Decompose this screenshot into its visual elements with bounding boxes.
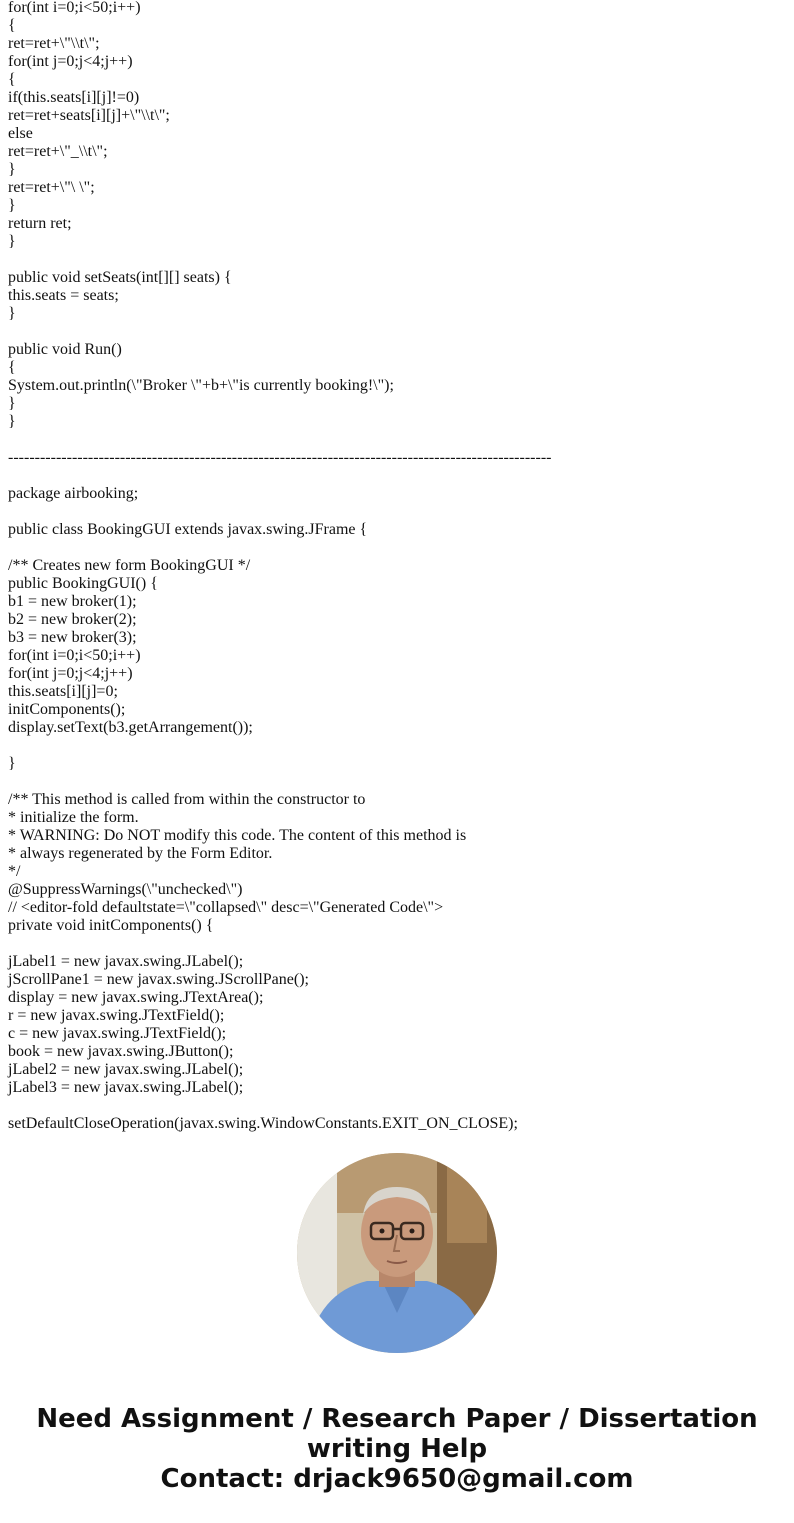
code-line: } [8, 395, 16, 412]
code-line: book = new javax.swing.JButton(); [8, 1043, 234, 1060]
code-line [8, 1097, 788, 1115]
code-line: ret=ret+\"\\t\"; [8, 35, 100, 52]
code-line: * initialize the form. [8, 809, 139, 826]
code-line: */ [8, 863, 21, 880]
code-line: jLabel1 = new javax.swing.JLabel(); [8, 953, 244, 970]
code-line: ret=ret+\"\ \"; [8, 179, 95, 196]
code-line: for(int j=0;j<4;j++) [8, 665, 133, 682]
promo-line-1: Need Assignment / Research Paper / Dissertation [36, 1404, 758, 1434]
code-line: b1 = new broker(1); [8, 593, 137, 610]
code-line: for(int j=0;j<4;j++) [8, 53, 133, 70]
code-line: } [8, 197, 16, 214]
code-line: display.setText(b3.getArrangement()); [8, 719, 253, 736]
code-line: b3 = new broker(3); [8, 629, 137, 646]
code-line: setDefaultCloseOperation(javax.swing.WindowConstants.EXIT_ON_CLOSE); [8, 1115, 518, 1132]
code-line [8, 935, 788, 953]
code-line: { [8, 71, 16, 88]
promo-banner [0, 1404, 794, 1494]
code-line: public BookingGUI() { [8, 575, 158, 592]
code-line: public void setSeats(int[][] seats) { [8, 269, 232, 286]
code-line: if(this.seats[i][j]!=0) [8, 89, 140, 106]
code-line: private void initComponents() { [8, 917, 214, 934]
code-line [8, 323, 788, 341]
code-line: jScrollPane1 = new javax.swing.JScrollPane(); [8, 971, 309, 988]
code-line: * WARNING: Do NOT modify this code. The content of this method is [8, 827, 467, 844]
code-line [8, 503, 788, 521]
code-line: for(int i=0;i<50;i++) [8, 0, 141, 16]
code-line: @SuppressWarnings(\"unchecked\") [8, 881, 243, 898]
code-line: /** This method is called from within the constructor to [8, 791, 366, 808]
code-line [8, 773, 788, 791]
code-listing [8, 0, 788, 1133]
author-photo [297, 1153, 497, 1353]
code-line: public class BookingGUI extends javax.swing.JFrame { [8, 521, 368, 538]
code-line: this.seats = seats; [8, 287, 119, 304]
code-line: ret=ret+\"_\\t\"; [8, 143, 108, 160]
code-line: { [8, 17, 16, 34]
code-line: r = new javax.swing.JTextField(); [8, 1007, 225, 1024]
code-line: for(int i=0;i<50;i++) [8, 647, 141, 664]
code-line: else [8, 125, 33, 142]
code-line: /** Creates new form BookingGUI */ [8, 557, 251, 574]
code-line: System.out.println(\"Broker \"+b+\"is currently booking!\"); [8, 377, 394, 394]
code-line: ret=ret+seats[i][j]+\"\\t\"; [8, 107, 170, 124]
code-line: initComponents(); [8, 701, 126, 718]
code-line: jLabel2 = new javax.swing.JLabel(); [8, 1061, 244, 1078]
code-line: jLabel3 = new javax.swing.JLabel(); [8, 1079, 244, 1096]
code-line: } [8, 161, 16, 178]
code-line [8, 467, 788, 485]
code-line: { [8, 359, 16, 376]
code-line: return ret; [8, 215, 72, 232]
code-line: * always regenerated by the Form Editor. [8, 845, 273, 862]
code-line: display = new javax.swing.JTextArea(); [8, 989, 264, 1006]
code-line: b2 = new broker(2); [8, 611, 137, 628]
code-line: public void Run() [8, 341, 122, 358]
code-line: } [8, 413, 16, 430]
code-line: c = new javax.swing.JTextField(); [8, 1025, 227, 1042]
promo-contact: Contact: drjack9650@gmail.com [160, 1464, 634, 1494]
code-line: this.seats[i][j]=0; [8, 683, 118, 700]
code-line: } [8, 755, 16, 772]
code-line [8, 539, 788, 557]
code-line [8, 251, 788, 269]
code-line [8, 431, 788, 449]
promo-line-2: writing Help [306, 1434, 488, 1464]
code-line: } [8, 233, 16, 250]
code-line [8, 737, 788, 755]
code-line: package airbooking; [8, 485, 139, 502]
code-line: // <editor-fold defaultstate=\"collapsed\" desc=\"Generated Code\"> [8, 899, 444, 916]
code-line: ------------------------------------------------------------------------------------------------------ [8, 449, 552, 466]
code-line: } [8, 305, 16, 322]
